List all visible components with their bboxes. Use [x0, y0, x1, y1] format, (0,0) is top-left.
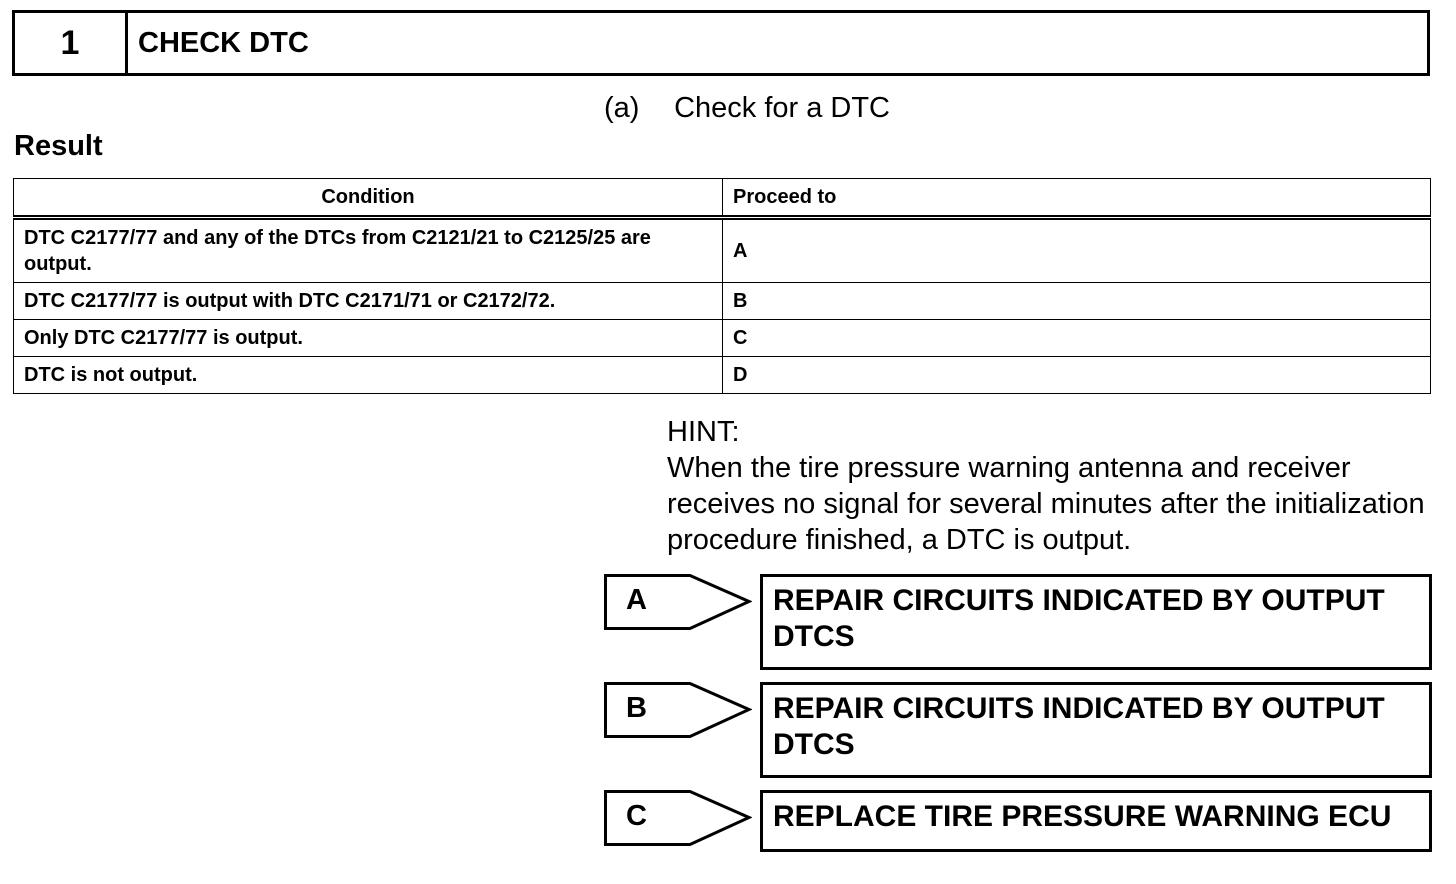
result-table: [13, 178, 1431, 394]
column-header-proceed: Proceed to: [723, 179, 1431, 218]
hint: [667, 414, 1427, 558]
proceed-cell: C: [723, 320, 1431, 357]
step-title: CHECK DTC: [138, 26, 309, 59]
action-box: REPLACE TIRE PRESSURE WARNING ECU: [760, 790, 1432, 852]
table-row: [14, 283, 1431, 320]
tag-letter: C: [626, 800, 647, 832]
substep-text: Check for a DTC: [674, 92, 891, 124]
condition-cell: DTC is not output.: [14, 357, 723, 394]
tag-letter: A: [626, 584, 647, 616]
condition-cell: DTC C2177/77 is output with DTC C2171/71 or C2172/72.: [14, 283, 723, 320]
step-number: 1: [15, 13, 128, 73]
table-row: [14, 320, 1431, 357]
action-box: REPAIR CIRCUITS INDICATED BY OUTPUT DTCS: [760, 682, 1432, 778]
substep-label: (a): [604, 92, 640, 124]
action-box: REPAIR CIRCUITS INDICATED BY OUTPUT DTCS: [760, 574, 1432, 670]
result-heading: Result: [14, 130, 103, 162]
table-row: [14, 218, 1431, 283]
proceed-cell: D: [723, 357, 1431, 394]
result-tag-a: [604, 574, 752, 630]
table-row: [14, 357, 1431, 394]
substep: [604, 92, 890, 125]
condition-cell: Only DTC C2177/77 is output.: [14, 320, 723, 357]
result-tag-c: [604, 790, 752, 846]
tag-letter: B: [626, 692, 647, 724]
table-header-row: [14, 179, 1431, 218]
hint-label: HINT:: [667, 416, 740, 448]
hint-text: When the tire pressure warning antenna and receiver receives no signal for several minutes after the initialization procedure finished, a DTC is output.: [667, 452, 1425, 556]
result-tag-b: [604, 682, 752, 738]
proceed-cell: B: [723, 283, 1431, 320]
step-header: [12, 10, 1430, 76]
proceed-cell: A: [723, 218, 1431, 283]
condition-cell: DTC C2177/77 and any of the DTCs from C2121/21 to C2125/25 are output.: [14, 218, 723, 283]
column-header-condition: Condition: [14, 179, 723, 218]
